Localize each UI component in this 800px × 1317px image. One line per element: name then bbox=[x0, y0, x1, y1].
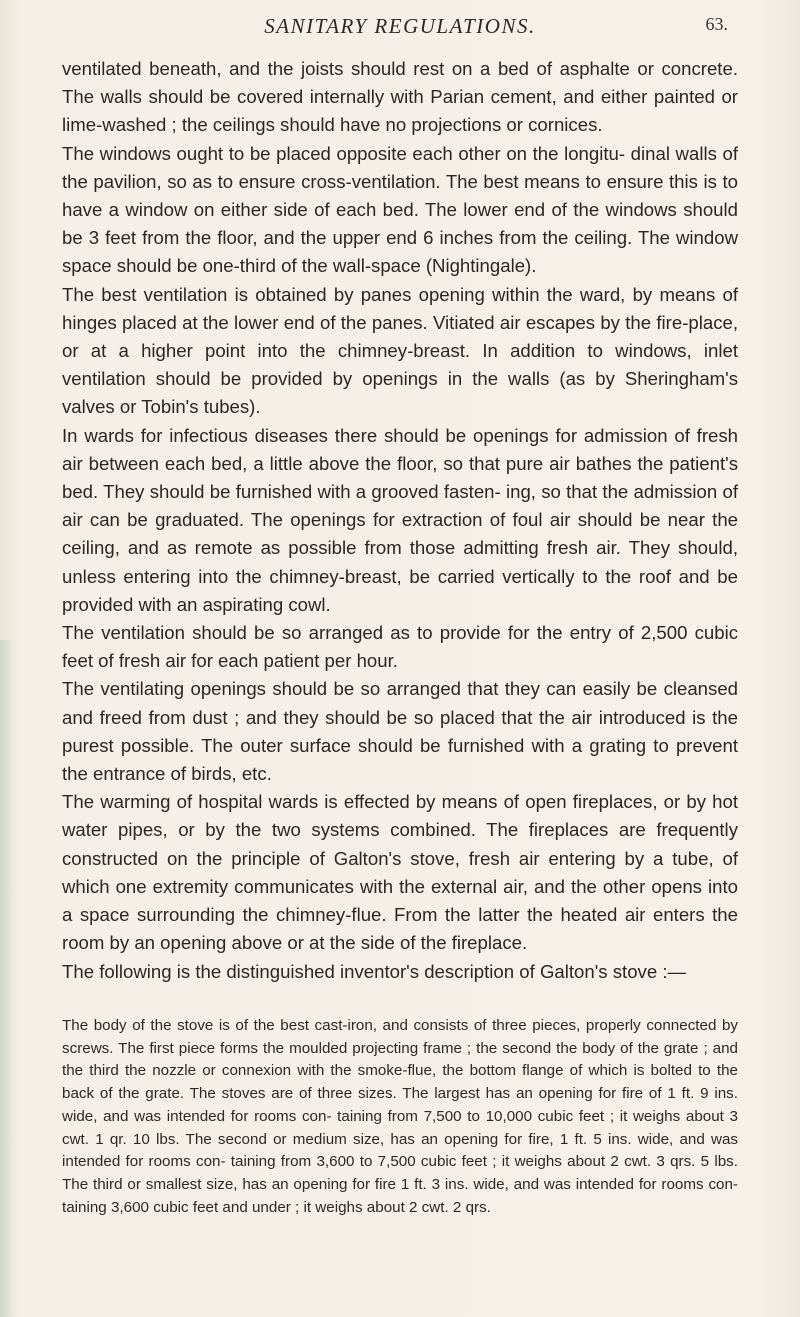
paragraph: The following is the distinguished inventor's description of Galton's stove :— bbox=[62, 960, 687, 982]
paragraph: The warming of hospital wards is effected by means of open fireplaces, or by hot water pipes, or by the two systems combined. The fireplaces are frequently constructed on the principle of Galton's stove, fresh air entering by a tube, of which one extremity communicates with the external air, and the other opens into a space surrounding the chimney-flue. From the latter the heated air enters the room by an opening above or at the side of the fireplace. bbox=[62, 791, 738, 954]
paragraph: ventilated beneath, and the joists should rest on a bed of asphalte or concrete. The walls should be covered internally with Parian cement, and either painted or lime-washed ; the ceilings should have no projections or cornices. bbox=[62, 58, 738, 136]
paragraph: In wards for infectious diseases there should be openings for admission of fresh air between each bed, a little above the floor, so that pure air bathes the patient's bed. They should be furnished with a grooved fasten- ing, so that the admission of air can be graduated. The openings for extraction of foul air should be near the ceiling, and as remote as possible from those admitting fresh air. They should, unless entering into the chimney-breast, be carried vertically to the roof and be provided with an aspirating cowl. bbox=[62, 424, 738, 615]
paragraph: The ventilation should be so arranged as to provide for the entry of 2,500 cubic feet of fresh air for each patient per hour. bbox=[62, 622, 738, 672]
body-text bbox=[62, 55, 738, 986]
paragraph: The best ventilation is obtained by panes opening within the ward, by means of hinges placed at the lower end of the panes. Vitiated air escapes by the fire-place, or at a higher point into the chimney-breast. In addition to windows, inlet ventilation should be provided by openings in the walls (as by Sheringham's valves or Tobin's tubes). bbox=[62, 283, 738, 418]
page-edge-shading bbox=[0, 640, 14, 1317]
running-head: SANITARY REGULATIONS. bbox=[264, 14, 536, 38]
page-number: 63. bbox=[705, 14, 728, 34]
paragraph: The windows ought to be placed opposite each other on the longitu- dinal walls of the pavilion, so as to ensure cross-ventilation. The best means to ensure this is to have a window on either side of each bed. The lower end of the windows should be 3 feet from the floor, and the upper end 6 inches from the ceiling. The window space should be one-third of the wall-space (Nightingale). bbox=[62, 142, 738, 277]
paragraph: The ventilating openings should be so arranged that they can easily be cleansed and freed from dust ; and they should be so placed that the air introduced is the purest possible. The outer surface should be furnished with a grating to prevent the entrance of birds, etc. bbox=[62, 678, 738, 785]
quotation-text: The body of the stove is of the best cast-iron, and consists of three pieces, properly connected by screws. The first piece forms the moulded projecting frame ; the second the body of the grate ; and the third the nozzle or connexion with the smoke-flue, the bottom flange of which is bolted to the back of the grate. The stoves are of three sizes. The largest has an opening for fire of 1 ft. 9 ins. wide, and was intended for rooms con- taining from 7,500 to 10,000 cubic feet ; it weighs about 3 cwt. 1 qr. 10 lbs. The second or medium size, has an opening for fire, 1 ft. 5 ins. wide, and was intended for rooms con- taining from 3,600 to 7,500 cubic feet ; it weighs about 2 cwt. 3 qrs. 5 lbs. The third or smallest size, has an opening for fire 1 ft. 3 ins. wide, and was intended for rooms con- taining 3,600 cubic feet and under ; it weighs about 2 cwt. 2 qrs. bbox=[62, 1017, 738, 1216]
page-header bbox=[0, 14, 800, 44]
block-quotation bbox=[62, 1015, 738, 1219]
